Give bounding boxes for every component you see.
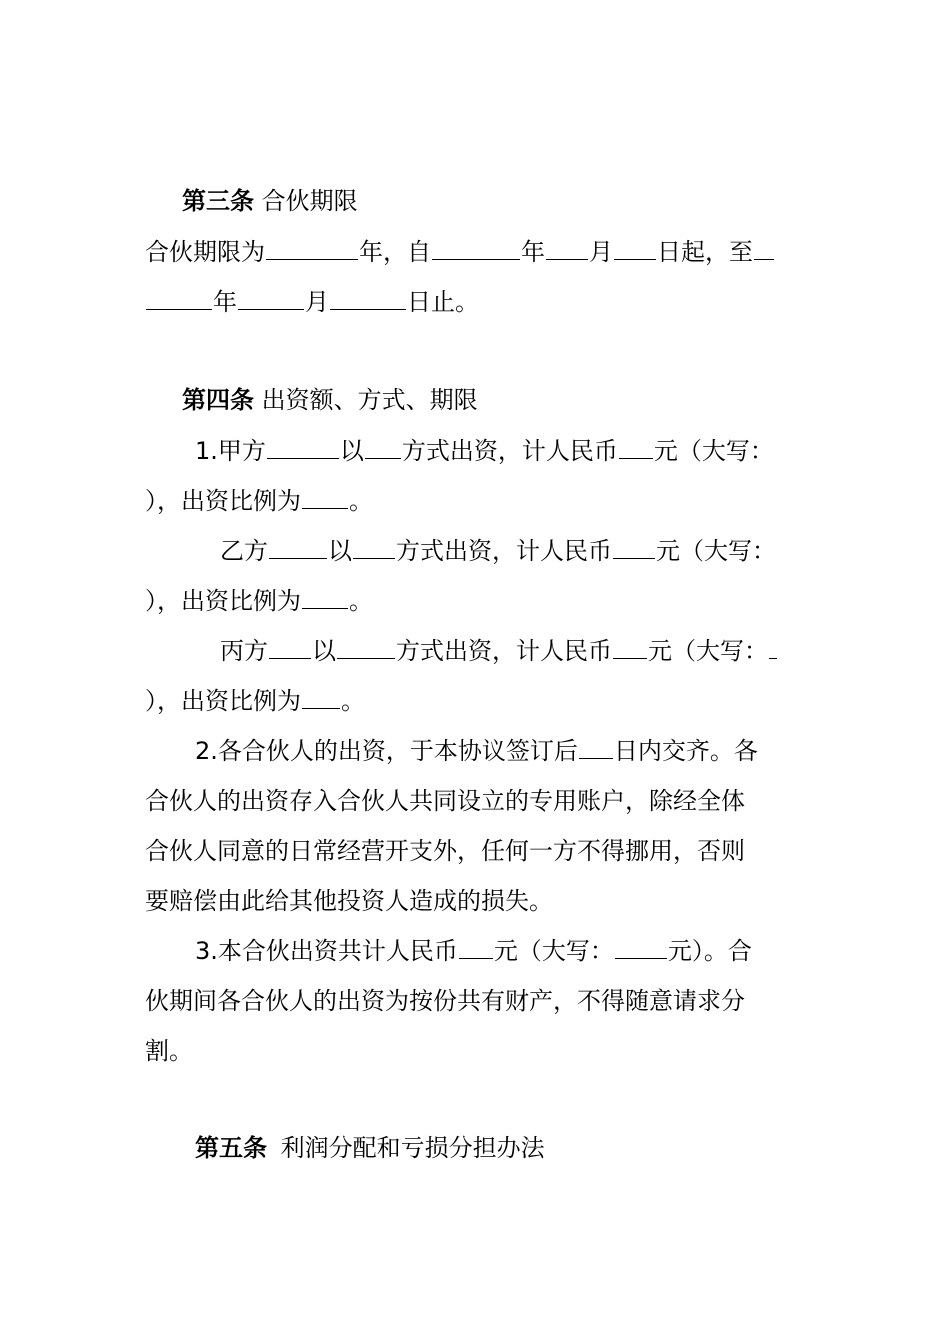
blank-field[interactable] <box>459 936 493 959</box>
blank-field[interactable] <box>266 237 358 260</box>
text-segment: 丙方 <box>220 637 268 665</box>
blank-field[interactable] <box>302 586 348 609</box>
blank-field[interactable] <box>754 237 774 260</box>
blank-field[interactable] <box>337 636 395 659</box>
text-segment: 年 <box>521 238 545 266</box>
text-segment: 1.甲方 <box>195 437 266 465</box>
text-segment: 日止。 <box>407 288 479 316</box>
article-3-line-2 <box>145 287 479 317</box>
clause-2-line-2 <box>145 786 745 816</box>
text-segment: 元（大写： <box>648 637 768 665</box>
text-segment: 元（大写： <box>656 537 776 565</box>
text-segment: 年，自 <box>359 238 431 266</box>
text-segment: 割。 <box>145 1037 193 1065</box>
article-4-heading <box>182 385 478 415</box>
text-segment: 以 <box>328 537 352 565</box>
blank-field[interactable] <box>614 237 656 260</box>
clause-2-line-3 <box>145 836 745 866</box>
text-segment: 。 <box>341 687 365 715</box>
text-segment: 月 <box>305 288 329 316</box>
blank-field[interactable] <box>267 436 339 459</box>
text-segment: 合伙期限为 <box>145 238 265 266</box>
text-segment: 伙期间各合伙人的出资为按份共有财产，不得随意请求分 <box>145 987 745 1015</box>
article-3-heading <box>182 186 358 216</box>
text-segment: 要赔偿由此给其他投资人造成的损失。 <box>145 887 553 915</box>
article-3-title: 合伙期限 <box>261 187 358 215</box>
text-segment: 元）。合 <box>667 937 752 965</box>
blank-field[interactable] <box>146 287 212 310</box>
text-segment: ），出资比例为 <box>145 687 301 715</box>
blank-field[interactable] <box>365 436 401 459</box>
text-segment: 。 <box>349 487 373 515</box>
text-segment: 。 <box>349 587 373 615</box>
text-segment: 乙方 <box>220 537 268 565</box>
text-segment: 年 <box>213 288 237 316</box>
article-3-line-1 <box>145 237 775 267</box>
party-b-ratio-line <box>145 586 373 616</box>
text-segment: 方式出资，计人民币 <box>401 437 618 465</box>
party-b-line <box>220 536 776 566</box>
blank-field[interactable] <box>619 436 653 459</box>
blank-field[interactable] <box>546 237 588 260</box>
party-c-line <box>220 636 778 666</box>
blank-field[interactable] <box>769 636 777 659</box>
clause-3-line-2 <box>145 986 745 1016</box>
blank-field[interactable] <box>353 536 395 559</box>
party-c-ratio-line <box>145 686 365 716</box>
article-5-title: 利润分配和亏损分担办法 <box>280 1134 545 1162</box>
blank-field[interactable] <box>269 636 311 659</box>
clause-3-line-1 <box>195 936 752 966</box>
text-segment: 元（大写： <box>653 437 774 465</box>
blank-field[interactable] <box>613 536 655 559</box>
text-segment: 以 <box>339 437 364 465</box>
text-segment: 3.本合伙出资共计人民币 <box>195 937 458 965</box>
blank-field[interactable] <box>579 736 613 759</box>
text-segment: 以 <box>312 637 336 665</box>
text-segment: 日内交齐。各 <box>613 737 758 765</box>
blank-field[interactable] <box>269 536 327 559</box>
blank-field[interactable] <box>302 686 340 709</box>
article-3-number: 第三条 <box>182 187 254 215</box>
blank-field[interactable] <box>302 486 348 509</box>
text-segment: 元（大写： <box>493 937 614 965</box>
party-a-ratio-line <box>145 486 373 516</box>
text-segment: 合伙人的出资存入合伙人共同设立的专用账户，除经全体 <box>145 787 745 815</box>
blank-field[interactable] <box>238 287 304 310</box>
text-segment: 合伙人同意的日常经营开支外，任何一方不得挪用，否则 <box>145 837 745 865</box>
article-5-heading <box>195 1133 545 1163</box>
blank-field[interactable] <box>330 287 406 310</box>
blank-field[interactable] <box>432 237 520 260</box>
blank-field[interactable] <box>615 936 667 959</box>
party-a-line <box>195 436 774 466</box>
clause-2-line-1 <box>195 736 758 766</box>
text-segment: ），出资比例为 <box>145 587 301 615</box>
text-segment: 方式出资，计人民币 <box>396 537 612 565</box>
clause-3-line-3 <box>145 1036 193 1066</box>
text-segment: 2.各合伙人的出资，于本协议签订后 <box>195 737 578 765</box>
text-segment: ），出资比例为 <box>145 487 301 515</box>
text-segment: 日起，至 <box>657 238 753 266</box>
article-4-title: 出资额、方式、期限 <box>261 386 478 414</box>
article-4-number: 第四条 <box>182 386 254 414</box>
blank-field[interactable] <box>613 636 647 659</box>
text-segment: 方式出资，计人民币 <box>396 637 612 665</box>
clause-2-line-4 <box>145 886 553 916</box>
article-5-number: 第五条 <box>195 1134 267 1162</box>
text-segment: 月 <box>589 238 613 266</box>
